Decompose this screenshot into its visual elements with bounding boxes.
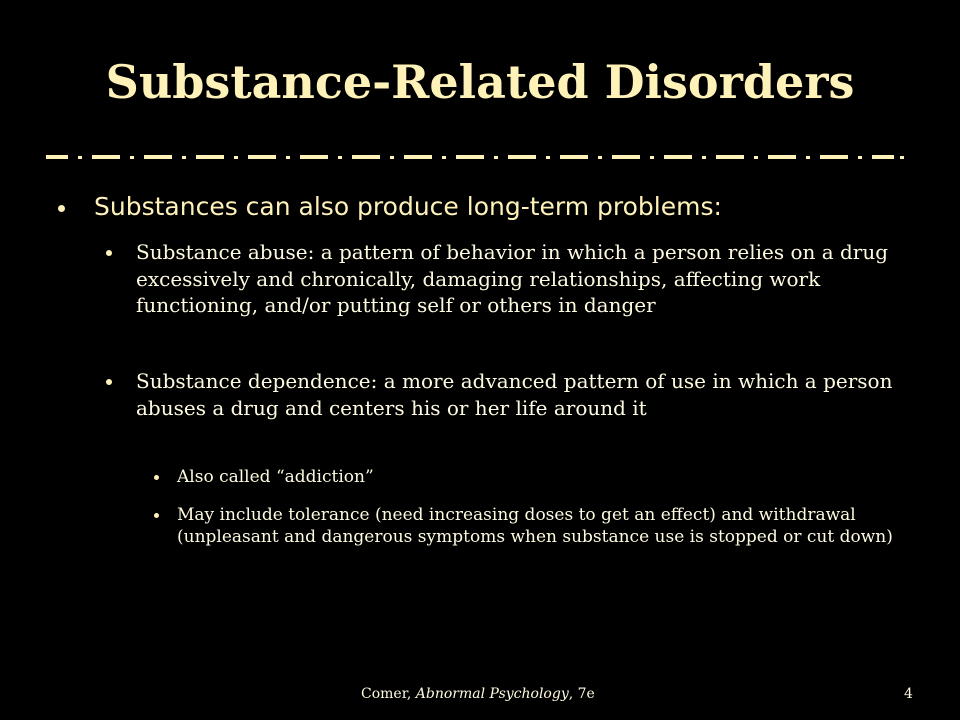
bullet-long-term-problems — [58, 192, 918, 222]
bullet-text: May include tolerance (need increasing doses to get an effect) and withdrawal (unpleasant and dangerous symptoms when substance use is stopped or cut down) — [177, 505, 893, 547]
bullet-text: Substance abuse: a pattern of behavior in which a person relies on a drug excessively and chronically, damaging relationships, affecting work functioning, and/or putting self or others in danger — [136, 240, 889, 317]
footer-author: Comer, — [361, 686, 416, 702]
bullet-substance-abuse — [106, 239, 906, 319]
bullet-text: Substances can also produce long-term problems: — [94, 192, 722, 221]
bullet-dot-icon — [154, 475, 159, 480]
bullet-dot-icon — [106, 379, 112, 385]
bullet-dot-icon — [154, 513, 159, 518]
slide-footer — [0, 686, 960, 708]
title-divider — [46, 152, 908, 162]
footer-book-title: Abnormal Psychology — [415, 686, 569, 702]
bullet-dot-icon — [106, 250, 112, 256]
footer-edition: , 7e — [568, 686, 595, 702]
bullet-addiction — [154, 466, 914, 488]
footer-citation — [361, 686, 595, 702]
bullet-text: Substance dependence: a more advanced pattern of use in which a person abuses a drug and centers his or her life around it — [136, 369, 893, 420]
bullet-substance-dependence — [106, 368, 906, 421]
slide-title: Substance-Related Disorders — [105, 55, 855, 109]
page-number: 4 — [904, 686, 913, 702]
bullet-text: Also called “addiction” — [177, 467, 374, 487]
bullet-dot-icon — [58, 205, 65, 212]
bullet-tolerance-withdrawal — [154, 504, 914, 548]
